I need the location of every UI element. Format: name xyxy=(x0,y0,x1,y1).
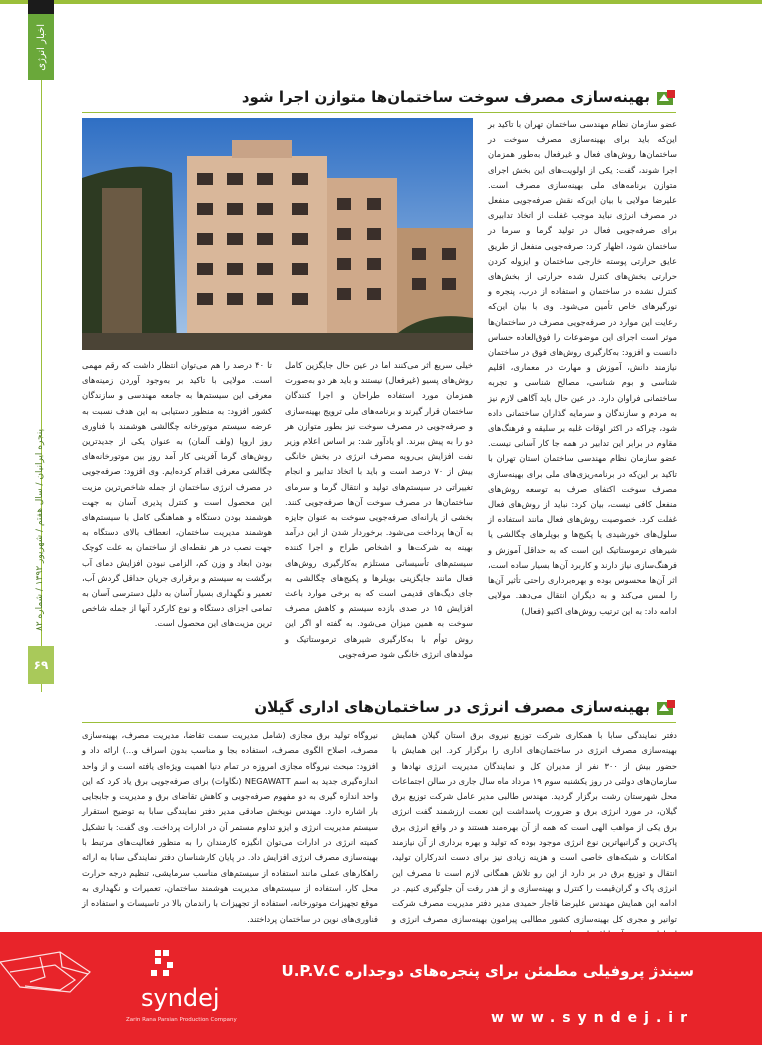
advert-slogan: سیندژ پروفیلی مطمئن برای پنجره‌های دوجداره U.P.V.C xyxy=(281,962,694,980)
syndej-brand-subtitle: Zarin Rana Parsian Production Company xyxy=(126,1017,237,1023)
top-accent-bar xyxy=(0,0,762,4)
article2-right-column: دفتر نمایندگی سابا با همکاری شرکت توزیع نیروی برق استان گیلان همایش بهینه‌سازی مصرف انرژی در ساختمان‌های اداری را برگزار کرد. این همایش با حضور بیش از ۳۰۰ نفر از مدیران کل و نمایندگان مدیریت انرژی نهادها و سازمان‌های دولتی در روز یکشنبه سوم ۱۹ مرداد ماه سال جاری در سالن اجتماعات محل شهرستان رشت برگزار گردید. مهندس طالبی مدیر عامل شرکت توزیع برق گیلان، در مورد انرژی برق و ضرورت پاسداشت این نعمت ارزشمند گفت انرژی برق یکی از مواهب الهی است که همه از آن بهره‌مند هستند و در واقع انرژی برق پاک‌ترین و گرانبهاترین نوع انرژی موجود بوده که تولید و بهره برداری از آن نیازمند امکانات و شبکه‌های خاصی است و هزینه زیادی نیز برای دست اندرکاران تولید، انتقال و توزیع برق در بر دارد از این رو تلاش همگانی لازم است تا مصرف این انرژی پاک و گران‌قیمت را کنترل و بهینه‌سازی و از هدر رفت آن جلوگیری کنیم. در ادامه این همایش مهندس علیرضا قاجار حمیدی مدیر دفتر مدیریت مصرف شرکت توانیر و مجری کل بهینه‌سازی کشور مطالبی پیرامون بهینه‌سازی مصرف انرژی و xyxy=(392,730,678,924)
issue-info-text: پنجره ایرانیان / سال هفتم / شهریور ۱۳۹۲ / شماره ۸۲ xyxy=(35,428,45,631)
syndej-brand: syndej xyxy=(141,984,220,1012)
page-number: ۶۹ xyxy=(28,646,54,684)
corner-block xyxy=(28,0,54,14)
advert-url[interactable]: www.syndej.ir xyxy=(491,1010,694,1026)
article2-title xyxy=(254,698,676,717)
energy-leaf-icon xyxy=(656,699,676,717)
building-photo xyxy=(82,118,473,350)
article2-left-column: نیروگاه تولید برق مجازی (شامل مدیریت سمت تقاضا، مدیریت مصرف، بهینه‌سازی مصرف، اصلاح الگوی مصرف، استفاده بجا و مناسب بدون اسراف و...) ارائه داد و افزود: مبحث نیروگاه مجازی امروزه در تمام دنیا اهمیت ویژه‌ای یافته است و از واحد اندازه‌گیری جدید به اسم NEGAWATT (نگاوات) برای صرفه‌جویی برق یاد کرد که این واحد اندازه گیری به دو مفهوم صرفه‌جویی و کاهش تقاضای برق و مدیریت و جابجایی بار اشاره دارد. مهندس نوبخش صادقی مدیر دفتر نمایندگی سابا به توضیح استقرار سیستم مدیریت انرژی و ایزو تداوم مستمر آن در ادارات پرداخت. وی گفت: با تشکیل کمیته انرژی در ادارات می‌توان انگیزه کارمندان را به منظور فعالیت‌های مرتبط با بهینه‌سازی مصرف انرژی افزایش داد. در پایان کارشناسان دفتر نمایندگی سابا به ارائه راهکارهای عملی مانند استفاده از سیستم‌های مناسب سرمایشی، تنظیم درجه حرارت محل کار، استفاده از سیستم‌های مدیریت هوشمند ساختمان، تعمیرات و نگهداری به موقع تجهیزات موتورخانه، استفاده از تجهیزات با راندمان بالا در تاسیسات و استفاده از فناوری‌های نوین در ساختمان پرداختند. xyxy=(82,730,378,924)
article1-right-column: عضو سازمان نظام مهندسی ساختمان تهران با تاکید بر این‌که باید برای بهینه‌سازی مصرف سوخت در ساختمان‌ها روش‌های فعال و غیرفعال به‌طور همزمان اجرا شوند، گفت: یکی از اولویت‌های این بخش اجرای متوازن برنامه‌های ملی بهینه‌سازی مصرف است. علیرضا مولایی با بیان این‌که نقش صرفه‌جویی منفعل در مصرف انرژی نباید موجب غفلت از اتخاذ تدابیری برای صرفه‌جویی فعال در تولید گرما و سرما در ساختمان شود، اظهار کرد: صرفه‌جویی منفعل از طریق عایق حرارتی پوسته خارجی ساختمان و ایزوله کردن حرارتی بخش‌های کنترل شده حرارتی از بخش‌های کنترل نشده در ساختمان و استفاده از درب، پنجره و نورگیرهای خاص تأمین می‌شود. وی با بیان این‌که رعایت این موارد در صرفه‌جویی مصرف در ساختمان‌ها موثر است اجرای این موضوعات را فوق‌العاده حساس دانست و افزود: به‌کارگیری روش‌های فوق در ساختمان نیازمند دانش، آموزش و مهارت در معماری، اقلیم شناسی و بوم شناسی، مصالح شناسی و تجربه ساختمانی فراوان دارد. در عین حال باید آگاهی لازم نیز به مردم و سازندگان و سرمایه گذاران ساختمانی داده شود، چراکه در اکثر اوقات غلبه بر سلیقه و فرهنگ‌های مقاوم در برابر این تدابیر در همه جا کار آسانی نیست. عضو سازمان نظام مهندسی ساختمان استان تهران با تاکید بر این‌که در برنامه‌ریزی‌های ملی برای بهینه‌سازی مصرف سوخت اکتفای صرف به توسعه روش‌های منفعل کافی نیست، بیان کرد: نباید از روش‌های فعال غفلت کرد. خصوصیت روش‌های فعال مانند استفاده از سلول‌های خورشیدی یا پکیج‌ها و بویلرهای چگالشی یا شیرهای ترموستاتیک این است که به حداقل آموزش و فرهنگ‌سازی نیاز دارند و کاربرد آن‌ها بسیار ساده است، اثر آن‌ها محسوس بوده و بهره‌برداری راحتی تأثیر آن‌ها را لمس می‌کند و به دیگران انتقال می‌دهد. مولایی ادامه داد: به این ترتیب روش‌های اکتیو (فعال) xyxy=(488,119,677,616)
article1-rule xyxy=(82,112,676,113)
article2-title-text: بهینه‌سازی مصرف انرژی در ساختمان‌های اداری گیلان xyxy=(254,698,650,716)
article2-rule xyxy=(82,722,676,723)
section-tab xyxy=(28,14,54,80)
article1-title-text: بهینه‌سازی مصرف سوخت ساختمان‌ها متوازن اجرا شود xyxy=(241,88,650,106)
article1-title xyxy=(242,88,676,107)
section-tab-label: اخبار انرژی xyxy=(35,23,47,71)
energy-leaf-icon xyxy=(656,89,676,107)
article1-middle-column: خیلی سریع اثر می‌کنند اما در عین حال جایگزین کامل روش‌های پسیو (غیرفعال) نیستند و باید هر دو به‌صورت همزمان مورد استفاده طراحان و اجرا کنندگان ساختمان قرار گیرند و برنامه‌های ملی ترویج بهینه‌سازی و صرفه‌جویی در مصرف سوخت نیز بطور متوازن هر دو را به پیش ببرند. او یادآور شد: بر اساس اعلام وزیر نفت افزایش بی‌رویه مصرف انرژی در بخش خانگی بیش از ۷۰ درصد است و باید با اتخاذ تدابیر و انجام تغییراتی در سیستم‌های تولید و انتقال گرما و سرمای ساختمان‌ها در مصرف سوخت آن‌ها صرفه‌جویی کنند. بخشی از یارانه‌ای صرفه‌جویی سوخت به عنوان جایزه به آن‌ها پرداخت می‌شود. برخوردار شدن از این درآمد بهینه به شرکت‌ها و اشخاص طراح و اجرا کننده سیستم‌های تأسیساتی مستلزم به‌کارگیری روش‌های فعال مانند جایگزینی بویلرها و پکیج‌های چگالشی به جای دیگ‌های قدیمی است که به برخی موارد باعث افزایش ۱۵ در صدی بازده سیستم و کاهش مصرف سوخت به همین میزان می‌شود. به گفته او اگر این روش توأم با به‌کارگیری شیرهای ترموستاتیک و مولدهای انرژی خانگی شود صرفه‌جویی xyxy=(285,360,473,659)
issue-info xyxy=(31,400,49,660)
article1-left-column: تا ۴۰ درصد را هم می‌توان انتظار داشت که رقم مهمی است. مولایی با تاکید بر به‌وجود آوردن زمینه‌های معرفی این سیستم‌ها به جامعه مهندسی و سازندگان کشور افزود: به منظور دستیابی به این هدف نسبت به عرضه سیستم موتورخانه چگالشی هوشمند با فناوری روز اروپا (ولف آلمان) به عنوان یکی از جدیدترین روش‌های گرما آفرینی کار آمد روز بین موتورخانه‌های چگالشی معرفی اقدام کرده‌ایم. وی افزود: صرفه‌جویی در مصرف انرژی ساختمان از جمله شاخص‌ترین مزیت این محصول است و کنترل پذیری آسان به جهت هوشمند بودن دستگاه و هماهنگی کامل با سیستم‌های هوشمند مدیریت ساختمان، انعطاف بالای دستگاه به جهت نصب در هر نقطه‌ای از ساختمان به علت کوچک بودن ابعاد و وزن کم، الزامی نبودن افزایش دمای آب برگشت به سیستم و برقراری جریان حداقل گردش آب، تعمیر و نگهداری بسیار آسان به دلیل دسترسی آسان به تمامی اجزای دستگاه و نوع کارکرد آنها از جمله شاخص ترین مزیت‌های این محصول است. xyxy=(82,360,272,629)
